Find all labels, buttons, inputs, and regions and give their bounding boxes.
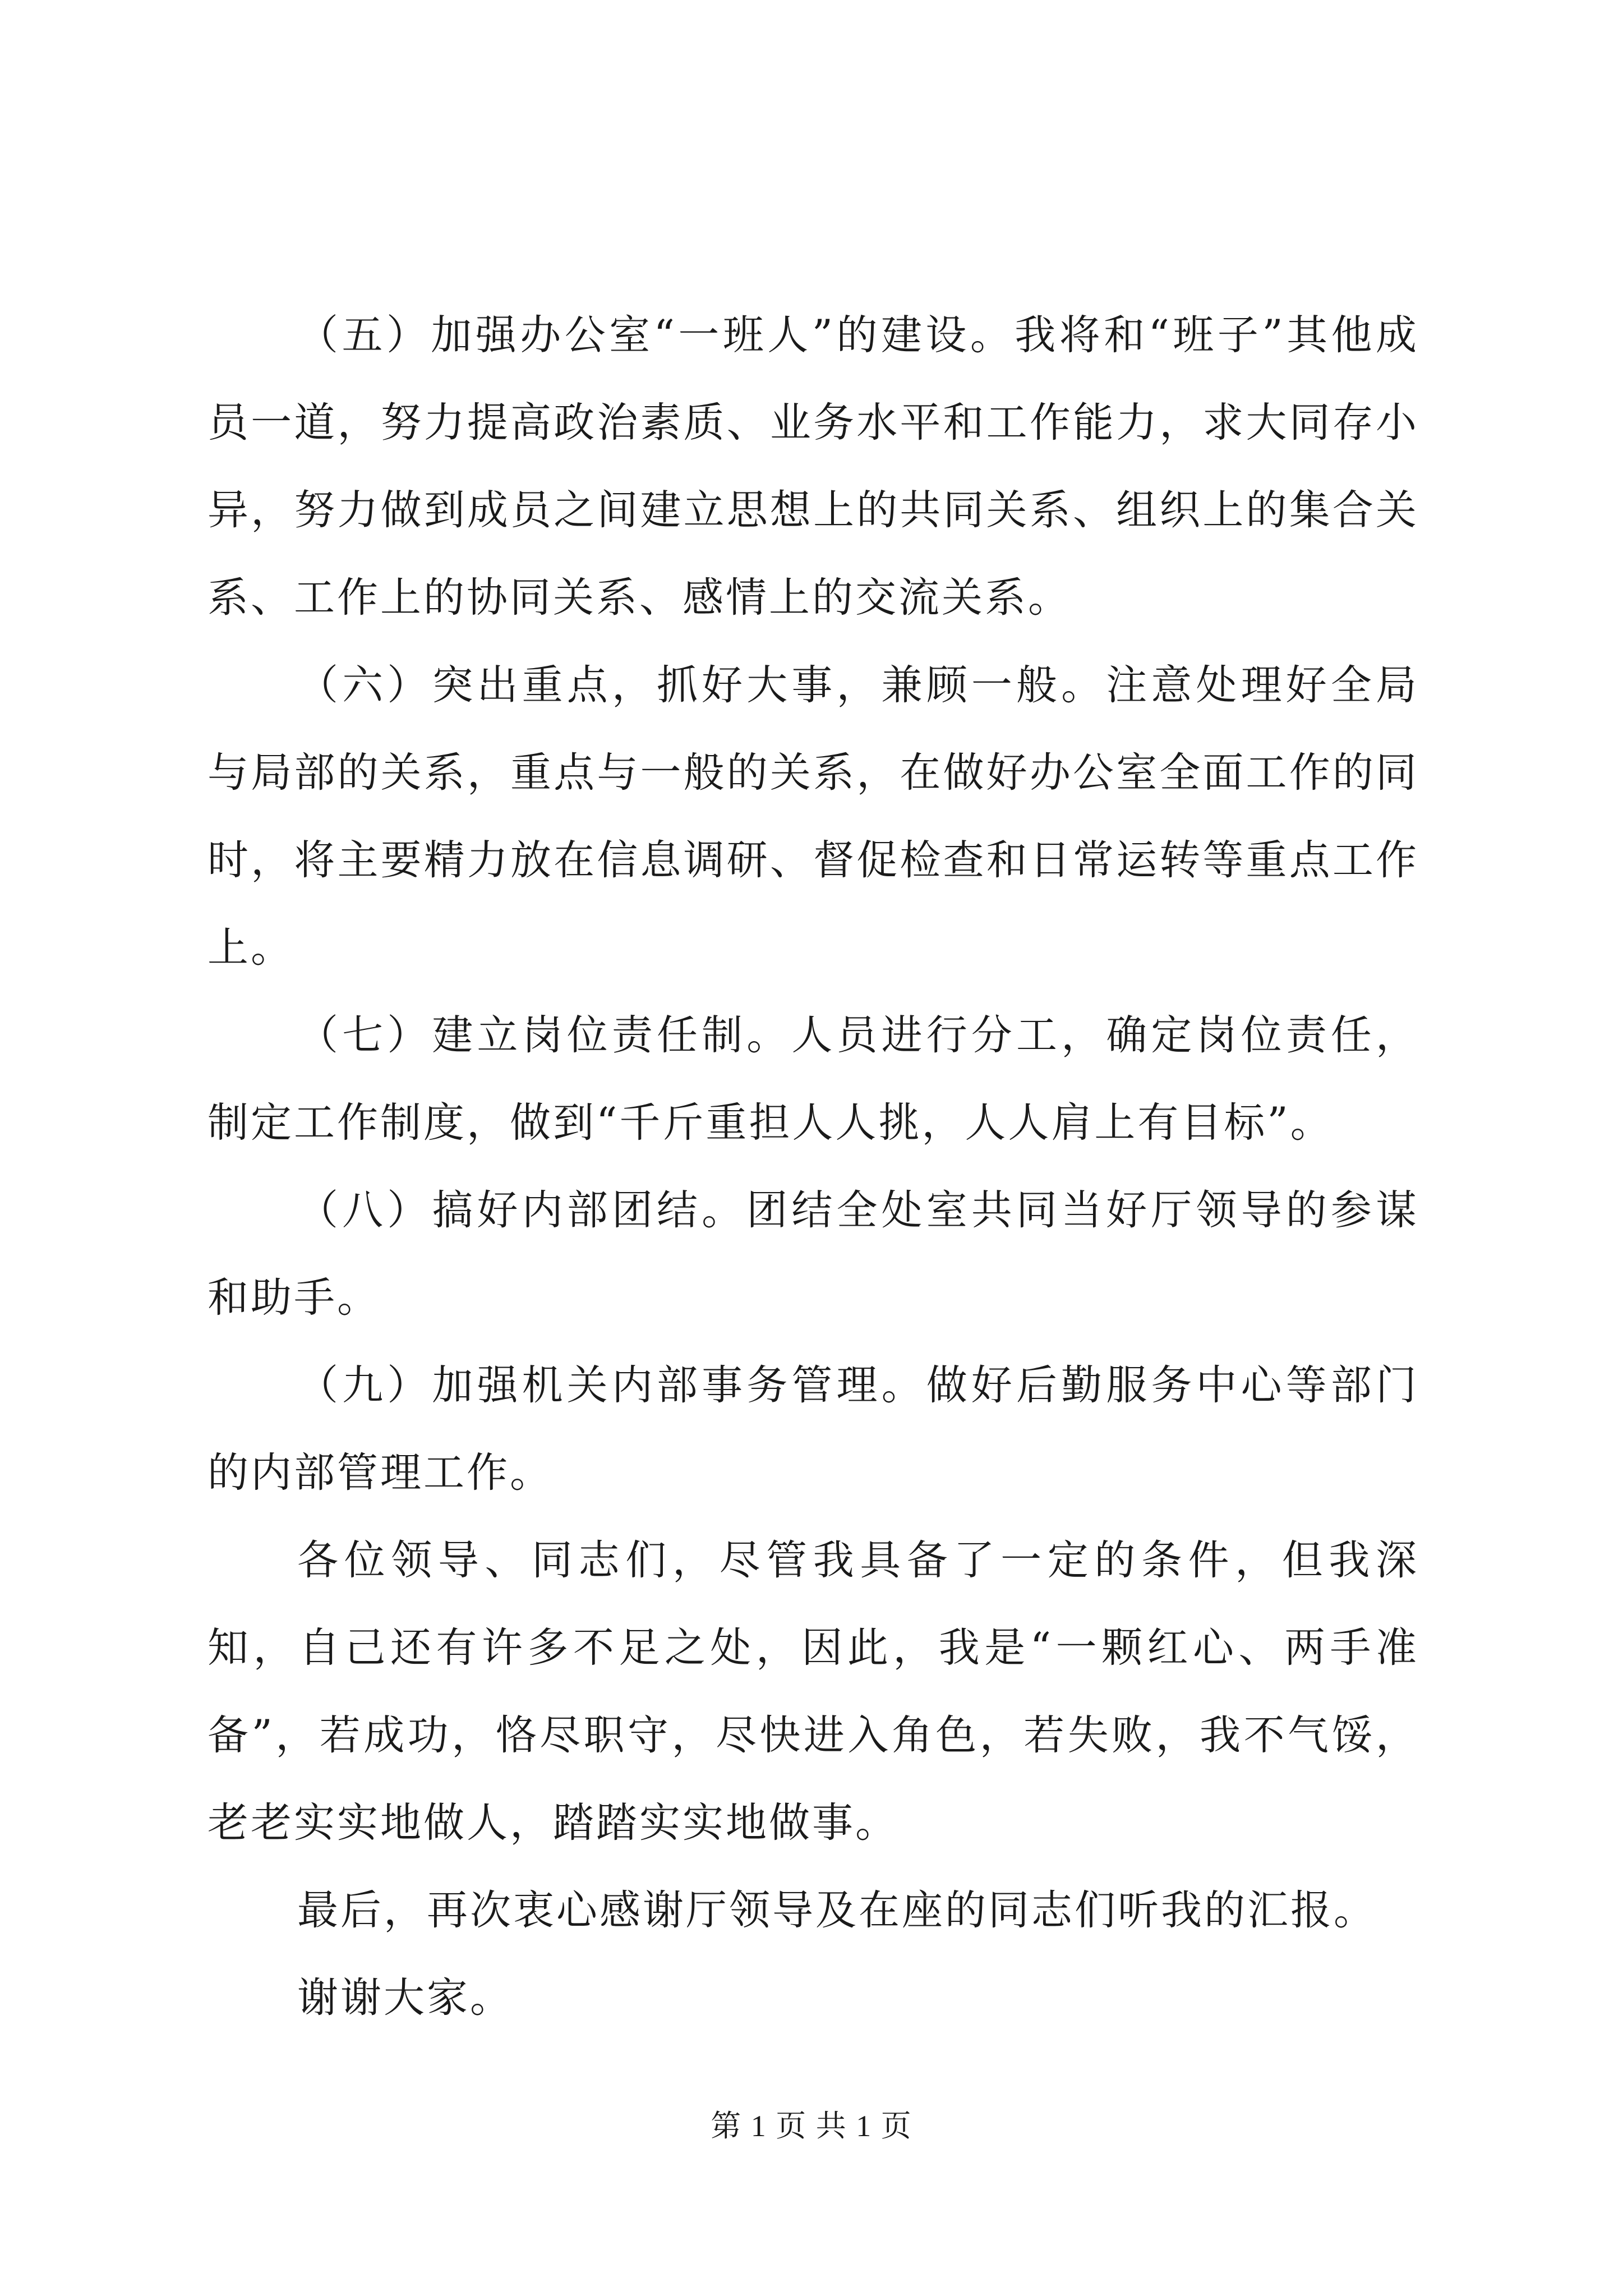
closing-paragraph: 各位领导、同志们，尽管我具备了一定的条件，但我深知，自己还有许多不足之处，因此，我是“一颗红心、两手准备”，若成功，恪尽职守，尽快进入角色，若失败，我不气馁，老老实实地做人，踏踏实实地做事。 bbox=[208, 1536, 1419, 1847]
paragraph-item-6: （六）突出重点，抓好大事，兼顾一般。注意处理好全局与局部的关系，重点与一般的关系，在做好办公室全面工作的同时，将主要精力放在信息调研、督促检查和日常运转等重点工作上。 bbox=[208, 661, 1419, 972]
paragraph-item-7: （七）建立岗位责任制。人员进行分工，确定岗位责任，制定工作制度，做到“千斤重担人人挑，人人肩上有目标”。 bbox=[208, 1011, 1419, 1147]
paragraph-item-5: （五）加强办公室“一班人”的建设。我将和“班子”其他成员一道，努力提高政治素质、业务水平和工作能力，求大同存小异，努力做到成员之间建立思想上的共同关系、组织上的集合关系、工作上的协同关系、感情上的交流关系。 bbox=[208, 311, 1419, 622]
page-footer: 第 1 页 共 1 页 bbox=[711, 2109, 912, 2143]
final-thanks: 谢谢大家。 bbox=[297, 1974, 513, 2022]
paragraph-item-8: （八）搞好内部团结。团结全处室共同当好厅领导的参谋和助手。 bbox=[208, 1186, 1419, 1322]
document-body bbox=[208, 292, 1419, 2042]
thanks-paragraph: 最后，再次衷心感谢厅领导及在座的同志们听我的汇报。 bbox=[297, 1887, 1377, 1934]
paragraph-item-9: （九）加强机关内部事务管理。做好后勤服务中心等部门的内部管理工作。 bbox=[208, 1361, 1419, 1497]
